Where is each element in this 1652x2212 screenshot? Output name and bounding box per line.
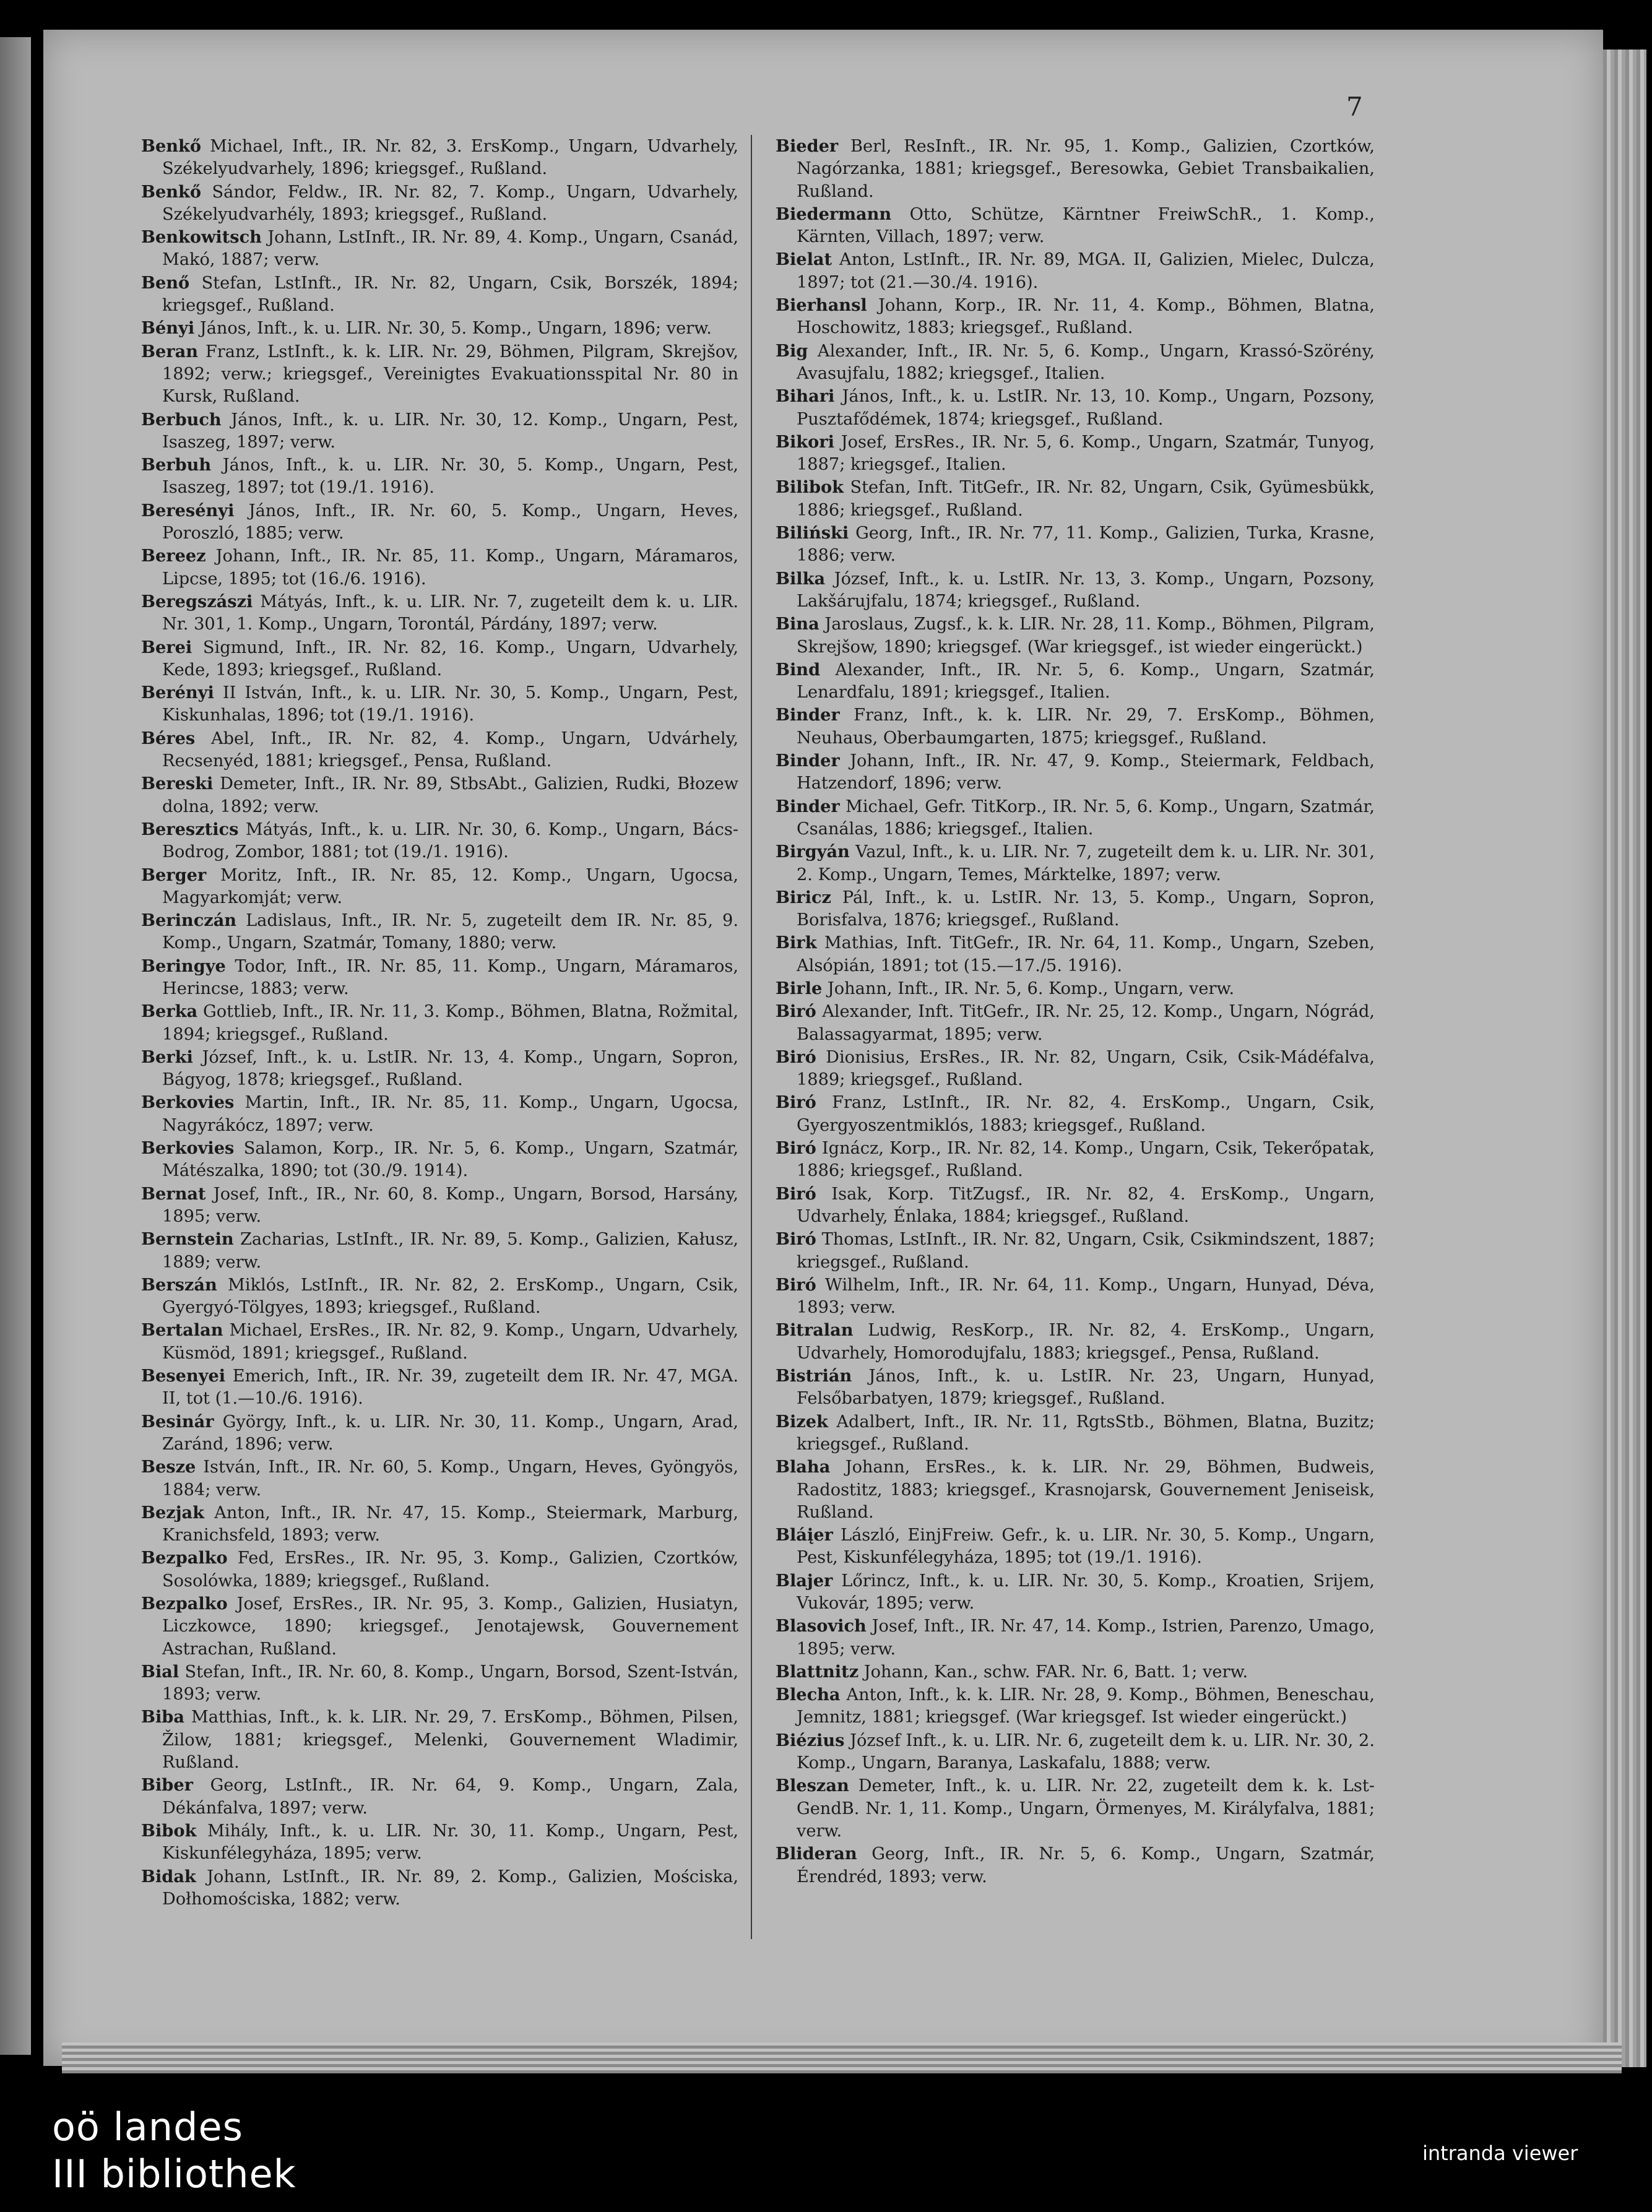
entry-details: Miklós, LstInft., IR. Nr. 82, 2. ErsKomp., Ungarn, Csik, Gyergyó-Tölgyes, 1893; kriegsgef., Rußland. xyxy=(162,1275,738,1318)
entry-surname: Bláįer xyxy=(776,1525,833,1545)
entry-details: József Inft., k. u. LIR. Nr. 6, zugeteilt dem k. u. LIR. Nr. 30, 2. Komp., Ungarn, Baranya, Laskafalu, 1888; verw. xyxy=(797,1730,1375,1773)
entry-details: Georg, LstInft., IR. Nr. 64, 9. Komp., Ungarn, Zala, Dékánfalva, 1897; verw. xyxy=(162,1776,738,1818)
list-entry xyxy=(776,1843,1375,1888)
entry-surname: Besze xyxy=(141,1457,196,1477)
list-entry xyxy=(141,1091,738,1137)
list-entry xyxy=(776,1524,1375,1570)
entry-details: Vazul, Inft., k. u. LIR. Nr. 7, zugeteilt dem k. u. LIR. Nr. 301, 2. Komp., Ungarn, Temes, Márktelke, 1897; verw. xyxy=(797,842,1375,884)
entry-details: Sándor, Feldw., IR. Nr. 82, 7. Komp., Ungarn, Udvarhely, Székelyudvarhély, 1893; kriegsgef., Rußland. xyxy=(162,182,738,224)
entry-surname: Biró xyxy=(776,1229,816,1250)
page-edge-left xyxy=(0,37,31,2055)
list-entry xyxy=(776,1615,1375,1661)
entry-details: Mátyás, Inft., k. u. LIR. Nr. 30, 6. Komp., Ungarn, Bács-Bodrog, Zombor, 1881; tot (19./1. 1916). xyxy=(162,819,738,862)
entry-details: Ladislaus, Inft., IR. Nr. 5, zugeteilt dem IR. Nr. 85, 9. Komp., Ungarn, Szatmár, Tomany, 1880; verw. xyxy=(162,911,738,953)
list-entry xyxy=(141,1274,738,1320)
entry-surname: Birk xyxy=(776,933,817,953)
entry-surname: Bina xyxy=(776,614,820,634)
entry-details: István, Inft., IR. Nr. 60, 5. Komp., Ungarn, Heves, Gyöngyös, 1884; verw. xyxy=(162,1458,738,1500)
list-entry xyxy=(141,1411,738,1456)
entry-surname: Bezjak xyxy=(141,1502,205,1523)
list-entry xyxy=(776,1570,1375,1615)
entry-surname: Bezpalko xyxy=(141,1594,228,1614)
entry-surname: Bikori xyxy=(776,431,834,452)
list-entry xyxy=(776,385,1375,431)
list-entry xyxy=(776,1365,1375,1411)
list-entry xyxy=(776,431,1375,477)
entry-details: Johann, LstInft., IR. Nr. 89, 2. Komp., Galizien, Mościska, Dołhomościska, 1882; verw. xyxy=(162,1867,738,1909)
list-entry xyxy=(141,545,738,590)
list-entry xyxy=(776,135,1375,203)
entry-surname: Blajer xyxy=(776,1570,833,1591)
list-entry xyxy=(776,1411,1375,1456)
entry-surname: Bibok xyxy=(141,1820,197,1841)
entry-surname: Benkowitsch xyxy=(141,227,262,248)
list-entry xyxy=(141,1501,738,1547)
entry-details: Stefan, LstInft., IR. Nr. 82, Ungarn, Csik, Borszék, 1894; kriegsgef., Rußland. xyxy=(162,273,738,316)
entry-details: János, Inft., k. u. LstIR. Nr. 13, 10. Komp., Ungarn, Pozsony, Pusztafődémek, 1874; kriegsgef., Rußland. xyxy=(797,387,1375,429)
list-entry xyxy=(776,294,1375,340)
entry-surname: Berényi xyxy=(141,683,214,703)
entry-details: Moritz, Inft., IR. Nr. 85, 12. Komp., Ungarn, Ugocsa, Magyarkomját; verw. xyxy=(162,865,738,907)
entry-surname: Berszán xyxy=(141,1274,217,1295)
entry-details: Demeter, Inft., k. u. LIR. Nr. 22, zugeteilt dem k. k. Lst-GendB. Nr. 1, 11. Komp., Ungarn, Örmenyes, M. Királyfalva, 1881; verw. xyxy=(797,1776,1375,1841)
entry-details: Mihály, Inft., k. u. LIR. Nr. 30, 11. Komp., Ungarn, Pest, Kiskunfélegyháza, 1895; verw. xyxy=(162,1821,738,1864)
list-entry xyxy=(776,659,1375,704)
list-entry xyxy=(141,1046,738,1092)
list-entry xyxy=(141,226,738,272)
entry-details: Sigmund, Inft., IR. Nr. 82, 16. Komp., Ungarn, Udvarhely, Kede, 1893; kriegsgef., Rußland. xyxy=(162,637,738,680)
list-entry xyxy=(776,1274,1375,1320)
entry-surname: Berger xyxy=(141,865,207,885)
entry-details: Adalbert, Inft., IR. Nr. 11, RgtsStb., Böhmen, Blatna, Buzitz; kriegsgef., Rußland. xyxy=(797,1412,1375,1454)
entry-surname: Bitralan xyxy=(776,1320,854,1341)
entry-details: Salamon, Korp., IR. Nr. 5, 6. Komp., Ungarn, Szatmár, Mátészalka, 1890; tot (30./9. 1914). xyxy=(162,1139,738,1181)
entry-details: Josef, Inft., IR., Nr. 60, 8. Komp., Ungarn, Borsod, Harsány, 1895; verw. xyxy=(162,1184,738,1226)
list-entry xyxy=(141,408,738,454)
entry-surname: Berka xyxy=(141,1001,198,1022)
entry-details: Wilhelm, Inft., IR. Nr. 64, 11. Komp., Ungarn, Hunyad, Déva, 1893; verw. xyxy=(797,1275,1375,1318)
list-entry xyxy=(141,818,738,864)
entry-surname: Beringye xyxy=(141,956,226,976)
list-entry xyxy=(141,864,738,910)
list-entry xyxy=(776,704,1375,750)
list-entry xyxy=(776,1137,1375,1183)
library-logo-line1: oö landes xyxy=(52,2104,243,2149)
entry-surname: Bernat xyxy=(141,1183,206,1204)
list-entry xyxy=(776,340,1375,386)
list-entry xyxy=(141,1820,738,1865)
entry-details: Pál, Inft., k. u. LstIR. Nr. 13, 5. Komp., Ungarn, Sopron, Borisfalva, 1876; kriegsgef., Rußland. xyxy=(797,888,1375,930)
entry-surname: Bierhansl xyxy=(776,295,867,316)
entry-surname: Biró xyxy=(776,1138,816,1159)
list-entry xyxy=(776,1774,1375,1843)
entry-surname: Birle xyxy=(776,978,823,998)
entry-details: Jaroslaus, Zugsf., k. k. LIR. Nr. 28, 11. Komp., Böhmen, Pilgram, Skrejšow, 1890; kriegsgef. (War kriegsgef., ist wieder eingerückt.) xyxy=(797,615,1375,657)
list-entry xyxy=(776,1729,1375,1775)
entry-surname: Biró xyxy=(776,1274,816,1295)
entry-surname: Bial xyxy=(141,1661,179,1682)
list-entry xyxy=(141,1592,738,1661)
entry-surname: Bernstein xyxy=(141,1229,234,1250)
entry-details: Josef, Inft., IR. Nr. 47, 14. Komp., Istrien, Parenzo, Umago, 1895; verw. xyxy=(797,1617,1375,1659)
list-entry xyxy=(141,590,738,636)
list-entry xyxy=(141,727,738,773)
entry-details: Johann, Inft., IR. Nr. 5, 6. Komp., Ungarn, verw. xyxy=(822,979,1235,998)
list-entry xyxy=(776,1091,1375,1137)
list-entry xyxy=(141,499,738,545)
entry-surname: Binder xyxy=(776,705,840,725)
entry-details: Mathias, Inft. TitGefr., IR. Nr. 64, 11. Komp., Ungarn, Szeben, Alsópián, 1891; tot (15.—17./5. 1916). xyxy=(797,933,1375,975)
entry-surname: Berkovies xyxy=(141,1092,235,1113)
entry-surname: Biedermann xyxy=(776,204,892,224)
entry-surname: Blasovich xyxy=(776,1616,867,1636)
list-entry xyxy=(776,840,1375,886)
entry-surname: Biró xyxy=(776,1183,816,1204)
entry-surname: Bizek xyxy=(776,1411,828,1432)
entry-details: Stefan, Inft. TitGefr., IR. Nr. 82, Ungarn, Csik, Gyümesbükk, 1886; kriegsgef., Rußland. xyxy=(797,478,1375,520)
entry-surname: Bényi xyxy=(141,318,195,339)
list-entry xyxy=(776,750,1375,795)
page-edge-right xyxy=(1603,50,1646,2067)
entry-surname: Biró xyxy=(776,1047,816,1067)
list-entry xyxy=(776,568,1375,613)
entry-surname: Benkő xyxy=(141,181,202,202)
entry-surname: Blideran xyxy=(776,1844,857,1864)
entry-details: Anton, Inft., IR. Nr. 47, 15. Komp., Steiermark, Marburg, Kranichsfeld, 1893; verw. xyxy=(162,1503,738,1545)
entry-details: György, Inft., k. u. LIR. Nr. 30, 11. Komp., Ungarn, Arad, Zaránd, 1896; verw. xyxy=(162,1412,738,1454)
list-entry xyxy=(141,1706,738,1774)
entry-details: Martin, Inft., IR. Nr. 85, 11. Komp., Ungarn, Ugocsa, Nagyrákócz, 1897; verw. xyxy=(162,1093,738,1135)
list-entry xyxy=(776,476,1375,522)
entry-details: János, Inft., k. u. LIR. Nr. 30, 5. Komp., Ungarn, 1896; verw. xyxy=(194,319,712,339)
entry-details: Johann, Inft., IR. Nr. 85, 11. Komp., Ungarn, Máramaros, Lipcse, 1895; tot (16./6. 1916). xyxy=(162,547,738,589)
library-logo-line2: III bibliothek xyxy=(52,2151,296,2197)
entry-details: Johann, Inft., IR. Nr. 47, 9. Komp., Steiermark, Feldbach, Hatzendorf, 1896; verw. xyxy=(797,751,1375,793)
entry-details: Georg, Inft., IR. Nr. 77, 11. Komp., Galizien, Turka, Krasne, 1886; verw. xyxy=(797,524,1375,566)
entry-surname: Bilibok xyxy=(776,477,844,498)
entry-details: Anton, LstInft., IR. Nr. 89, MGA. II, Galizien, Mielec, Dulcza, 1897; tot (21.—30./4. 1916). xyxy=(797,250,1375,292)
entry-surname: Béres xyxy=(141,728,196,748)
list-entry xyxy=(141,1365,738,1411)
entry-surname: Bleszan xyxy=(776,1776,849,1796)
page-edge-bottom xyxy=(62,2042,1622,2073)
entry-surname: Benkő xyxy=(141,136,202,156)
list-entry xyxy=(776,795,1375,841)
list-entry xyxy=(776,1000,1375,1046)
entry-surname: Berkovies xyxy=(141,1138,235,1159)
entry-surname: Biézius xyxy=(776,1730,845,1750)
entry-details: Anton, Inft., k. k. LIR. Nr. 28, 9. Komp., Böhmen, Beneschau, Jemnitz, 1881; kriegsgef. (War kriegsgef. Ist wieder eingerückt.) xyxy=(797,1685,1375,1727)
entry-details: János, Inft., k. u. LIR. Nr. 30, 12. Komp., Ungarn, Pest, Isaszeg, 1897; verw. xyxy=(162,410,738,452)
entry-surname: Berei xyxy=(141,637,192,657)
entry-surname: Binder xyxy=(776,796,840,816)
entry-details: József, Inft., k. u. LstIR. Nr. 13, 3. Komp., Ungarn, Pozsony, Lakšárujfalu, 1874; kriegsgef., Rußland. xyxy=(797,569,1375,611)
entry-details: Dionisius, ErsRes., IR. Nr. 82, Ungarn, Csik, Csik-Mádéfalva, 1889; kriegsgef., Rußland. xyxy=(797,1047,1375,1090)
list-entry xyxy=(776,1456,1375,1524)
entry-details: Michael, ErsRes., IR. Nr. 82, 9. Komp., Ungarn, Udvarhely, Küsmöd, 1891; kriegsgef., Rußland. xyxy=(162,1321,738,1363)
entry-surname: Birgyán xyxy=(776,842,850,862)
entry-surname: Blattnitz xyxy=(776,1661,859,1682)
entry-surname: Biricz xyxy=(776,887,831,907)
entry-details: Otto, Schütze, Kärntner FreiwSchR., 1. Komp., Kärnten, Villach, 1897; verw. xyxy=(797,204,1375,247)
entry-details: Isak, Korp. TitZugsf., IR. Nr. 82, 4. ErsKomp., Ungarn, Udvarhely, Énlaka, 1884; kriegsgef., Rußland. xyxy=(797,1184,1375,1226)
entry-details: Lőrincz, Inft., k. u. LIR. Nr. 30, 5. Komp., Kroatien, Srijem, Vukovár, 1895; verw. xyxy=(797,1571,1375,1613)
entry-surname: Biliński xyxy=(776,523,849,543)
list-entry xyxy=(141,772,738,818)
entry-surname: Benő xyxy=(141,272,190,293)
list-entry xyxy=(776,522,1375,568)
entry-details: János, Inft., k. u. LIR. Nr. 30, 5. Komp., Ungarn, Pest, Isaszeg, 1897; tot (19./1. 1916). xyxy=(162,456,738,498)
list-entry xyxy=(776,1046,1375,1092)
entry-surname: Bereski xyxy=(141,774,214,794)
entry-surname: Bihari xyxy=(776,386,835,407)
list-entry xyxy=(141,340,738,408)
entry-details: Johann, LstInft., IR. Nr. 89, 4. Komp., Ungarn, Csanád, Makó, 1887; verw. xyxy=(162,228,738,270)
entry-details: Fed, ErsRes., IR. Nr. 95, 3. Komp., Galizien, Czortków, Sosolówka, 1889; kriegsgef., Rußland. xyxy=(162,1549,738,1591)
entry-surname: Besinár xyxy=(141,1411,214,1432)
entry-details: Alexander, Inft., IR. Nr. 5, 6. Komp., Ungarn, Krassó-Szörény, Avasujfalu, 1882; kriegsgef., Italien. xyxy=(797,341,1375,383)
list-entry xyxy=(776,1661,1375,1683)
entry-details: II István, Inft., k. u. LIR. Nr. 30, 5. Komp., Ungarn, Pest, Kiskunhalas, 1896; tot (19./1. 1916). xyxy=(162,683,738,725)
right-column xyxy=(776,135,1375,1888)
entry-surname: Berbuch xyxy=(141,409,222,430)
list-entry xyxy=(776,203,1375,249)
entry-surname: Bilka xyxy=(776,568,826,589)
entry-surname: Beresényi xyxy=(141,500,235,521)
entry-details: Stefan, Inft., IR. Nr. 60, 8. Komp., Ungarn, Borsod, Szent-István, 1893; verw. xyxy=(162,1662,738,1704)
entry-surname: Bielat xyxy=(776,249,832,270)
list-entry xyxy=(141,454,738,499)
list-entry xyxy=(141,909,738,955)
list-entry xyxy=(141,1137,738,1183)
entry-details: Franz, LstInft., k. k. LIR. Nr. 29, Böhmen, Pilgram, Skrejšov, 1892; verw.; kriegsgef., Vereinigtes Evakuationsspital Nr. 80 in Kursk, Rußland. xyxy=(162,342,738,407)
entry-details: János, Inft., IR. Nr. 60, 5. Komp., Ungarn, Heves, Poroszló, 1885; verw. xyxy=(162,501,738,543)
entry-surname: Binder xyxy=(776,751,840,771)
entry-surname: Beregszászi xyxy=(141,591,253,611)
entry-details: Emerich, Inft., IR. Nr. 39, zugeteilt dem IR. Nr. 47, MGA. II, tot (1.—10./6. 1916). xyxy=(162,1367,738,1409)
list-entry xyxy=(776,613,1375,659)
entry-details: Demeter, Inft., IR. Nr. 89, StbsAbt., Galizien, Rudki, Błozew dolna, 1892; verw. xyxy=(162,774,738,816)
entry-details: Thomas, LstInft., IR. Nr. 82, Ungarn, Csik, Csikmindszent, 1887; kriegsgef., Rußland. xyxy=(797,1230,1375,1272)
list-entry xyxy=(141,181,738,227)
entry-surname: Berinczán xyxy=(141,910,237,931)
entry-details: Georg, Inft., IR. Nr. 5, 6. Komp., Ungarn, Szatmár, Érendréd, 1893; verw. xyxy=(797,1844,1375,1886)
list-entry xyxy=(141,1661,738,1706)
entry-details: János, Inft., k. u. LstIR. Nr. 23, Ungarn, Hunyad, Felsőbarbatyen, 1879; kriegsgef., Rußland. xyxy=(797,1367,1375,1409)
entry-details: Alexander, Inft., IR. Nr. 5, 6. Komp., Ungarn, Szatmár, Lenardfalu, 1891; kriegsgef., Italien. xyxy=(797,660,1375,702)
entry-surname: Bereez xyxy=(141,546,206,566)
entry-surname: Bidak xyxy=(141,1866,196,1886)
entry-details: Berl, ResInft., IR. Nr. 95, 1. Komp., Galizien, Czortków, Nagórzanka, 1881; kriegsgef., Beresowka, Gebiet Transbaikalien, Rußland. xyxy=(797,137,1375,201)
list-entry xyxy=(776,1319,1375,1365)
list-entry xyxy=(141,681,738,727)
list-entry xyxy=(141,1183,738,1229)
list-entry xyxy=(776,977,1375,1000)
entry-details: Josef, ErsRes., IR. Nr. 5, 6. Komp., Ungarn, Szatmár, Tunyog, 1887; kriegsgef., Italien. xyxy=(797,432,1375,475)
entry-details: Abel, Inft., IR. Nr. 82, 4. Komp., Ungarn, Udvárhely, Recsenyéd, 1881; kriegsgef., Pensa, Rußland. xyxy=(162,728,738,771)
entry-surname: Berbuh xyxy=(141,455,212,475)
viewer-label: intranda viewer xyxy=(1422,2141,1578,2165)
entry-surname: Blecha xyxy=(776,1685,841,1705)
list-entry xyxy=(776,886,1375,932)
entry-details: Michael, Inft., IR. Nr. 82, 3. ErsKomp., Ungarn, Udvarhely, Székelyudvarhely, 1896; kriegsgef., Rußland. xyxy=(162,137,738,179)
list-entry xyxy=(141,317,738,340)
list-entry xyxy=(141,272,738,318)
entry-details: Zacharias, LstInft., IR. Nr. 89, 5. Komp., Galizien, Kałusz, 1889; verw. xyxy=(162,1230,738,1272)
list-entry xyxy=(141,1319,738,1365)
entry-surname: Big xyxy=(776,340,808,361)
entry-surname: Beresztics xyxy=(141,819,239,839)
entry-details: Josef, ErsRes., IR. Nr. 95, 3. Komp., Galizien, Husiatyn, Liczkowce, 1890; kriegsgef., Jenotajewsk, Gouvernement Astrachan, Rußland. xyxy=(162,1594,738,1659)
entry-details: László, EinjFreiw. Gefr., k. u. LIR. Nr. 30, 5. Komp., Ungarn, Pest, Kiskunfélegyháza, 1895; tot (19./1. 1916). xyxy=(797,1526,1375,1568)
list-entry xyxy=(141,1456,738,1501)
list-entry xyxy=(141,1547,738,1592)
entry-surname: Bezpalko xyxy=(141,1548,228,1568)
entry-details: Mátyás, Inft., k. u. LIR. Nr. 7, zugeteilt dem k. u. LIR. Nr. 301, 1. Komp., Ungarn, Torontál, Párdány, 1897; verw. xyxy=(162,592,738,634)
column-divider xyxy=(751,135,752,1939)
entry-details: Franz, LstInft., IR. Nr. 82, 4. ErsKomp., Ungarn, Csik, Gyergyoszentmiklós, 1883; kriegsgef., Rußland. xyxy=(797,1093,1375,1135)
list-entry xyxy=(141,1774,738,1820)
entry-details: Gottlieb, Inft., IR. Nr. 11, 3. Komp., Böhmen, Blatna, Rožmital, 1894; kriegsgef., Rußland. xyxy=(162,1002,738,1044)
entry-details: József, Inft., k. u. LstIR. Nr. 13, 4. Komp., Ungarn, Sopron, Bágyog, 1878; kriegsgef., Rußland. xyxy=(162,1047,738,1090)
entry-details: Alexander, Inft. TitGefr., IR. Nr. 25, 12. Komp., Ungarn, Nógrád, Balassagyarmat, 1895; verw. xyxy=(797,1002,1375,1044)
entry-surname: Blaha xyxy=(776,1457,831,1477)
left-column xyxy=(141,135,738,1911)
entry-details: Johann, Korp., IR. Nr. 11, 4. Komp., Böhmen, Blatna, Hoschowitz, 1883; kriegsgef., Rußland. xyxy=(797,296,1375,338)
entry-details: Ignácz, Korp., IR. Nr. 82, 14. Komp., Ungarn, Csik, Tekerőpatak, 1886; kriegsgef., Rußland. xyxy=(797,1139,1375,1181)
list-entry xyxy=(141,1865,738,1911)
list-entry xyxy=(776,931,1375,977)
list-entry xyxy=(141,636,738,682)
entry-details: Michael, Gefr. TitKorp., IR. Nr. 5, 6. Komp., Ungarn, Szatmár, Csanálas, 1886; kriegsgef., Italien. xyxy=(797,797,1375,839)
entry-details: Johann, Kan., schw. FAR. Nr. 6, Batt. 1; verw. xyxy=(858,1662,1248,1682)
entry-surname: Biber xyxy=(141,1775,193,1795)
entry-surname: Berki xyxy=(141,1047,193,1067)
entry-details: Ludwig, ResKorp., IR. Nr. 82, 4. ErsKomp., Ungarn, Udvarhely, Homorodujfalu, 1883; kriegsgef., Pensa, Rußland. xyxy=(797,1321,1375,1363)
list-entry xyxy=(141,1228,738,1274)
list-entry xyxy=(776,248,1375,294)
entry-details: Matthias, Inft., k. k. LIR. Nr. 29, 7. ErsKomp., Böhmen, Pilsen, Žilow, 1881; kriegsgef., Melenki, Gouvernement Wladimir, Rußland. xyxy=(162,1708,738,1773)
list-entry xyxy=(141,1000,738,1046)
entry-surname: Bistrián xyxy=(776,1366,852,1386)
entry-details: Johann, ErsRes., k. k. LIR. Nr. 29, Böhmen, Budweis, Radostitz, 1883; kriegsgef., Krasnojarsk, Gouvernement Jeniseisk, Rußland. xyxy=(797,1458,1375,1522)
list-entry xyxy=(141,135,738,181)
entry-surname: Bertalan xyxy=(141,1320,223,1341)
entry-surname: Beran xyxy=(141,341,198,361)
entry-surname: Bind xyxy=(776,659,821,680)
entry-details: Franz, Inft., k. k. LIR. Nr. 29, 7. ErsKomp., Böhmen, Neuhaus, Oberbaumgarten, 1875; kriegsgef., Rußland. xyxy=(797,706,1375,748)
list-entry xyxy=(776,1683,1375,1729)
page-number: 7 xyxy=(1346,92,1363,122)
list-entry xyxy=(776,1183,1375,1229)
entry-surname: Besenyei xyxy=(141,1366,226,1386)
entry-surname: Biba xyxy=(141,1707,184,1727)
list-entry xyxy=(141,955,738,1001)
list-entry xyxy=(776,1228,1375,1274)
entry-surname: Biró xyxy=(776,1001,816,1022)
entry-surname: Bieder xyxy=(776,136,839,156)
entry-details: Todor, Inft., IR. Nr. 85, 11. Komp., Ungarn, Máramaros, Herincse, 1883; verw. xyxy=(162,956,738,998)
entry-surname: Biró xyxy=(776,1092,816,1113)
